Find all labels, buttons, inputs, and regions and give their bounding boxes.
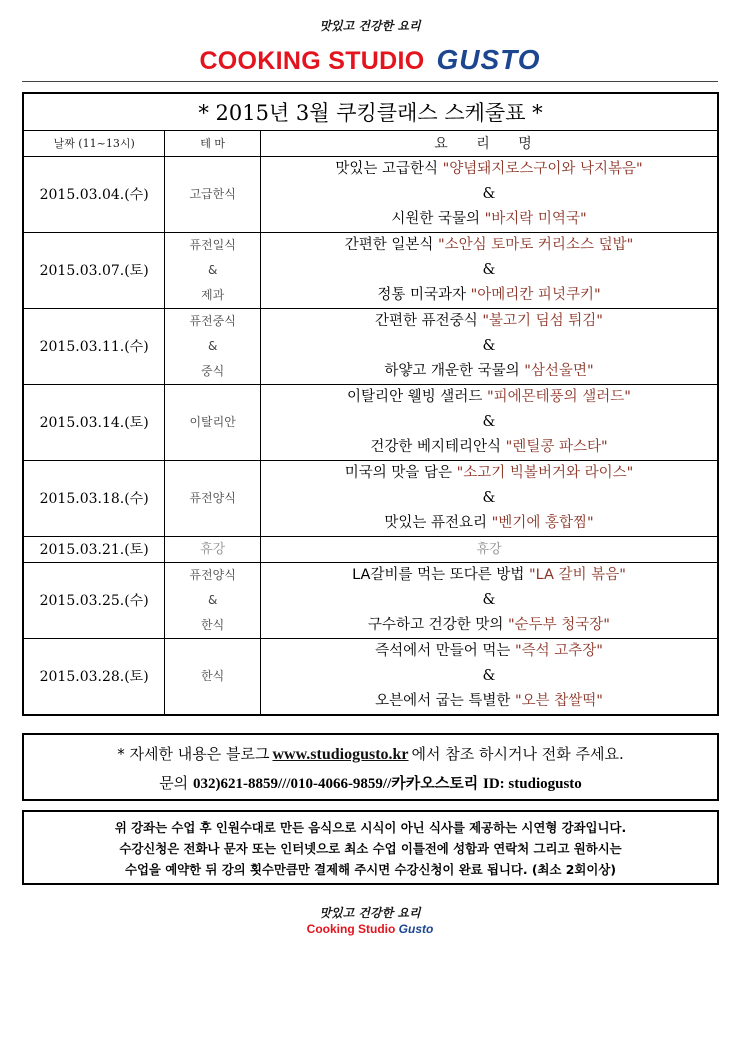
row-dish — [261, 562, 719, 638]
dish-1-name: "즉석 고추장" — [514, 642, 603, 659]
contact-label: 문의 — [159, 774, 189, 792]
row-theme — [165, 384, 261, 460]
dish-2-desc: 오븐에서 굽는 특별한 — [375, 692, 515, 709]
row-theme-line: 한식 — [201, 617, 225, 632]
row-dish — [261, 638, 719, 715]
row-dish — [261, 460, 719, 536]
row-date: 2015.03.14.(토) — [23, 384, 165, 460]
dish-1-desc: 이탈리안 웰빙 샐러드 — [347, 388, 487, 405]
dish-amp: & — [482, 261, 496, 278]
row-date: 2015.03.07.(토) — [23, 232, 165, 308]
dish-1-name: "소안심 토마토 커리소스 덮밥" — [438, 236, 634, 253]
row-theme-line: 퓨전일식 — [189, 237, 236, 252]
row-date: 2015.03.11.(수) — [23, 308, 165, 384]
schedule-title: * 2015년 3월 쿠킹클래스 스케줄표 * — [23, 93, 718, 130]
row-theme — [165, 460, 261, 536]
dish-amp: & — [482, 337, 496, 354]
row-theme-line: 퓨전양식 — [189, 567, 236, 582]
schedule-row — [23, 232, 718, 308]
dish-2-name: "아메리칸 피넛쿠키" — [470, 286, 601, 303]
notice-line-2: 수강신청은 전화나 문자 또는 인터넷으로 최소 수업 이틀전에 성함과 연락처 그리고 원하시는 — [119, 841, 622, 856]
dish-1-name: "피에몬테풍의 샐러드" — [486, 388, 631, 405]
dish-1-name: "불고기 딤섬 튀김" — [482, 312, 603, 329]
footer-brand-secondary: Gusto — [398, 922, 434, 936]
dish-1-name: "양념돼지로스구이와 낙지볶음" — [442, 160, 643, 177]
row-theme-line: 퓨전양식 — [189, 490, 236, 505]
row-theme-line: 이탈리안 — [189, 414, 236, 429]
dish-line-2 — [261, 689, 717, 714]
brand-logo — [0, 44, 740, 76]
row-theme — [165, 308, 261, 384]
dish-2-name: "순두부 청국장" — [507, 616, 610, 633]
dish-amp: & — [482, 667, 496, 684]
dish-2-name: "벤기에 홍합찜" — [491, 514, 594, 531]
row-theme-line: 퓨전중식 — [189, 313, 236, 328]
dish-line-1 — [261, 639, 717, 664]
row-dish — [261, 156, 719, 232]
dish-2-name: "오븐 찹쌀떡" — [514, 692, 603, 709]
schedule-row — [23, 384, 718, 460]
dish-1-desc: 맛있는 고급한식 — [335, 160, 443, 177]
dish-line-2 — [261, 207, 717, 232]
row-theme-line: 제과 — [201, 287, 225, 302]
footer-brand — [0, 922, 740, 936]
row-theme — [165, 156, 261, 232]
brand-name-secondary: GUSTO — [436, 44, 541, 75]
row-theme-line: 중식 — [201, 363, 225, 378]
dish-amp: & — [482, 489, 496, 506]
row-date: 2015.03.28.(토) — [23, 638, 165, 715]
dish-1-name: "소고기 빅볼버거와 라이스" — [456, 464, 634, 481]
footer-tagline: 맛있고 건강한 요리 — [319, 906, 421, 920]
schedule-table — [22, 92, 719, 716]
row-date: 2015.03.21.(토) — [23, 536, 165, 562]
info-line-blog — [24, 740, 717, 769]
notice-line-3: 수업을 예약한 뒤 강의 횟수만큼만 결제해 주시면 수강신청이 완료 됩니다. (최소 2회이상) — [124, 862, 617, 877]
row-dish — [261, 308, 719, 384]
row-date: 2015.03.25.(수) — [23, 562, 165, 638]
dish-2-desc: 건강한 베지테리안식 — [370, 438, 506, 455]
schedule-row-rest — [23, 536, 718, 562]
dish-2-desc: 하얗고 개운한 국물의 — [384, 362, 525, 379]
dish-amp: & — [482, 591, 496, 608]
dish-line-1 — [261, 157, 717, 182]
schedule-row — [23, 562, 718, 638]
dish-line-1 — [261, 309, 717, 334]
notice-line-1: 위 강좌는 수업 후 인원수대로 만든 음식으로 시식이 아닌 식사를 제공하는 시연형 강좌입니다. — [114, 820, 627, 835]
dish-line-2 — [261, 613, 717, 638]
row-dish — [261, 232, 719, 308]
dish-2-name: "삼선울면" — [524, 362, 594, 379]
schedule-row — [23, 156, 718, 232]
dish-1-desc: 즉석에서 만들어 먹는 — [375, 642, 515, 659]
contact-phones: 032)621-8859///010-4066-9859// — [192, 776, 392, 792]
row-theme — [165, 562, 261, 638]
schedule-body — [23, 93, 718, 715]
row-theme: 휴강 — [165, 536, 261, 562]
dish-line-1 — [261, 563, 717, 588]
dish-1-name: "LA 갈비 볶음" — [528, 566, 626, 583]
row-date: 2015.03.04.(수) — [23, 156, 165, 232]
dish-2-name: "렌틸콩 파스타" — [505, 438, 608, 455]
dish-amp: & — [482, 185, 496, 202]
schedule-header-row — [23, 130, 718, 156]
column-header-date: 날짜 (11~13시) — [23, 130, 165, 156]
dish-2-desc: 맛있는 퓨전요리 — [384, 514, 492, 531]
dish-2-desc: 정통 미국과자 — [377, 286, 471, 303]
dish-2-desc: 구수하고 건강한 맛의 — [368, 616, 508, 633]
schedule-row — [23, 460, 718, 536]
brand-name-primary: COOKING STUDIO — [199, 47, 425, 75]
dish-line-2 — [261, 283, 717, 308]
dish-1-desc: 미국의 맛을 담은 — [344, 464, 457, 481]
schedule-row — [23, 308, 718, 384]
info-box — [22, 733, 719, 801]
column-header-theme: 테 마 — [165, 130, 261, 156]
info-line-contact — [24, 769, 717, 798]
row-theme-line: 고급한식 — [189, 186, 236, 201]
row-theme-line: & — [207, 338, 218, 353]
dish-1-desc: LA갈비를 먹는 또다른 방법 — [352, 566, 529, 583]
dish-1-desc: 간편한 일본식 — [344, 236, 438, 253]
dish-amp: & — [482, 413, 496, 430]
row-theme-line: 한식 — [201, 668, 225, 683]
header-tagline: 맛있고 건강한 요리 — [319, 19, 421, 33]
dish-line-1 — [261, 385, 717, 410]
header-divider — [22, 81, 718, 82]
notice-box — [22, 810, 719, 885]
row-dish — [261, 384, 719, 460]
row-theme — [165, 638, 261, 715]
row-dish: 휴강 — [261, 536, 719, 562]
row-theme — [165, 232, 261, 308]
footer-brand-primary: Cooking Studio — [306, 922, 396, 936]
dish-line-2 — [261, 435, 717, 460]
dish-2-desc: 시원한 국물의 — [391, 210, 485, 227]
row-date: 2015.03.18.(수) — [23, 460, 165, 536]
info-blog-suffix: 에서 참조 하시거나 전화 주세요. — [411, 745, 624, 763]
dish-line-2 — [261, 511, 717, 536]
column-header-dish: 요 리 명 — [261, 130, 719, 156]
dish-1-desc: 간편한 퓨전중식 — [375, 312, 483, 329]
kakao-label: 카카오스토리 — [391, 774, 479, 792]
kakao-id: ID: studiogusto — [483, 776, 582, 792]
schedule-row — [23, 638, 718, 715]
row-theme-line: & — [207, 592, 218, 607]
dish-2-name: "바지락 미역국" — [484, 210, 587, 227]
dish-line-2 — [261, 359, 717, 384]
blog-link[interactable]: www.studiogusto.kr — [272, 746, 409, 763]
dish-line-1 — [261, 461, 717, 486]
row-theme-line: & — [207, 262, 218, 277]
dish-line-1 — [261, 233, 717, 258]
info-blog-prefix: * 자세한 내용은 블로그 — [117, 745, 270, 763]
